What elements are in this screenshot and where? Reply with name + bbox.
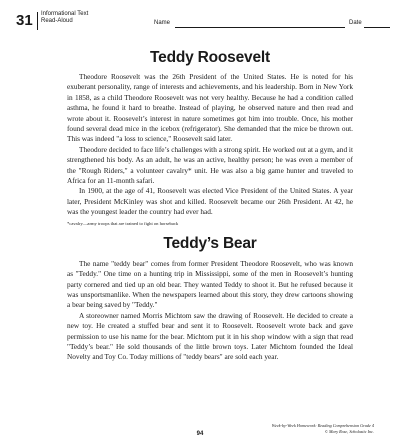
- footer-credit-line2: © Mary Rose, Scholastic Inc.: [324, 428, 374, 434]
- section-label: [41, 11, 88, 25]
- cavalry-footnote: *cavalry—army troops that are trained to fight on horseback: [67, 220, 179, 226]
- article-title-teddy-roosevelt: Teddy Roosevelt: [150, 49, 270, 66]
- article1-paragraph: Theodore Roosevelt was the 26th President of the United States. He is noted for his exuberant personality, range of interests and achievements, and his leadership. Born in New York in 1858, as a child Theodore Roosevelt was not very healthy. Because he had a condition called asthma, he found it hard to breathe. Instead of playing, he observed nature and then read and wrote about it. Roosevelt’s interest in nature sometimes got him into trouble. Once, his mother found several dead mice in the icebox (refrigerator). She demanded that the mice be thrown out. This was indeed "a loss to science," Roosevelt said later.: [67, 72, 353, 144]
- section-label-line1: Informational Text: [41, 11, 89, 17]
- article2-paragraph: A storeowner named Morris Michtom saw the drawing of Roosevelt. He decided to create a new toy. He created a stuffed bear and sent it to Roosevelt. Roosevelt wrote back and gave permission to use his name for the bear. Michtom put it in his shop window with a sign that read "Teddy’s bear." He sold thousands of the little brown toys. Later Michtom founded the Ideal Novelty and Toy Co. Today millions of "teddy bears" are sold each year.: [67, 310, 353, 362]
- footer-credit-line1: Week-by-Week Homework: Reading Comprehension Grade 4: [271, 423, 374, 428]
- name-label: Name: [154, 20, 171, 26]
- worksheet-header: [0, 0, 400, 34]
- footer-page-number: 94: [196, 431, 204, 437]
- article-body: [67, 49, 353, 363]
- date-label: Date: [349, 20, 362, 26]
- name-field[interactable]: [175, 27, 345, 28]
- footer-credit: [234, 423, 374, 434]
- header-divider: [37, 12, 38, 30]
- article2-paragraph: The name "teddy bear" comes from former President Theodore Roosevelt, who was known as "Teddy." One time on a hunting trip in Mississippi, some of the men in Roosevelt’s hunting party cornered and tied up an old bear. They wanted Teddy to shoot it. But he refused because it was unsportsmanlike. When the newspapers learned about this story, they drew cartoons showing a bear being saved by "Teddy.": [67, 258, 353, 310]
- article1-paragraph: Theodore decided to face life’s challenges with a strong spirit. He worked out at a gym, and it strengthened his body. As an adult, he was an active, healthy person; he was even a member of the "Rough Riders," a volunteer cavalry* unit. He was also a big game hunter and traveled to Africa for an 11-month safari.: [67, 144, 353, 186]
- article-title-teddys-bear: Teddy’s Bear: [163, 234, 257, 252]
- article1-paragraph: In 1900, at the age of 41, Roosevelt was elected Vice President of the United States. A year later, President McKinley was shot and killed. Roosevelt became our 26th President. At 42, he was the youngest leader the country had ever had.: [67, 186, 353, 217]
- date-field[interactable]: [364, 27, 390, 28]
- section-label-line2: Read-Aloud: [41, 18, 73, 24]
- worksheet-number: 31: [16, 12, 33, 29]
